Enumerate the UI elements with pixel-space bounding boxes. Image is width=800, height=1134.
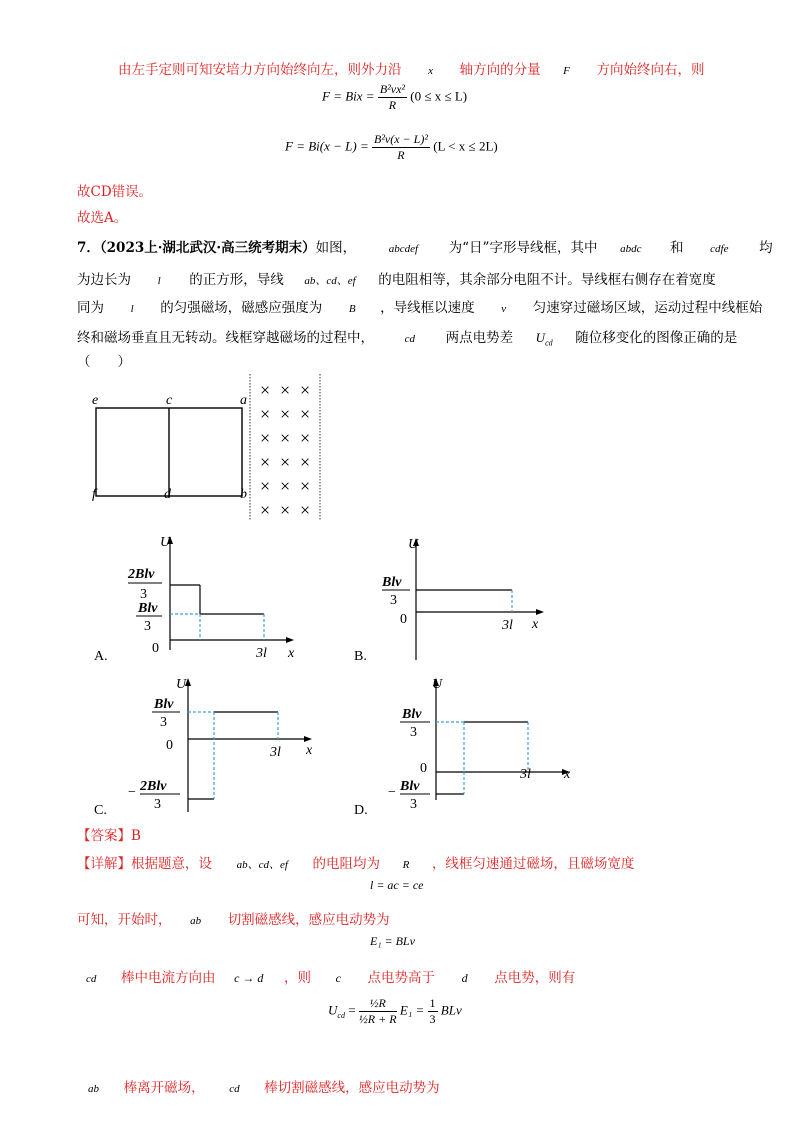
equation-Ucd	[328, 996, 462, 1027]
question-source: （2023上·湖北武汉·高三统考期末）	[99, 240, 316, 256]
explanation-line-2	[77, 908, 390, 928]
var: c → d	[234, 971, 264, 985]
option-label: D.	[354, 803, 368, 818]
var: ab	[88, 1083, 99, 1095]
var: abcdef	[388, 243, 419, 255]
y-axis-label: U	[160, 535, 171, 550]
x-axis-label: x	[306, 743, 313, 758]
var: B	[348, 303, 356, 315]
eq-lhs: F = Bix =	[322, 88, 375, 104]
label-a: a	[240, 393, 247, 408]
text: 的电阻均为	[312, 856, 381, 872]
field-mark: ×	[260, 380, 271, 400]
text: ，线框匀速通过磁场，且磁场宽度	[431, 856, 635, 872]
question-line-1	[77, 236, 773, 256]
y-tick-label-numerator: Blv	[154, 697, 174, 712]
text: ，则	[284, 970, 311, 986]
question-line-2	[77, 268, 716, 288]
field-mark: ×	[280, 380, 291, 400]
explanation-line-3	[86, 966, 575, 986]
text: 的正方形，导线	[189, 272, 284, 288]
explanation-tag: 【详解】	[77, 856, 131, 872]
x-end-label: 3l	[520, 767, 531, 782]
text: ，导线框以速度	[380, 300, 475, 316]
y-tick-label-numerator: 2Blv	[128, 567, 155, 582]
var: cd	[404, 333, 415, 345]
origin-label: 0	[420, 761, 427, 776]
y-tick-label-numerator: 2Blv	[140, 779, 167, 794]
x-axis-arrow	[536, 609, 544, 615]
fraction	[428, 996, 438, 1027]
label-e: e	[92, 393, 99, 408]
var: U	[328, 1002, 338, 1018]
var: cdfe	[710, 243, 729, 255]
field-mark: ×	[300, 428, 311, 448]
text: 均	[759, 240, 773, 256]
y-axis-label: U	[408, 537, 419, 552]
var: ab、cd、ef	[304, 275, 356, 287]
eq-lhs: F = Bi(x − L) =	[285, 138, 369, 154]
field-mark: ×	[260, 476, 271, 496]
fraction	[378, 82, 407, 113]
field-mark: ×	[260, 500, 271, 520]
eq-part: E₁ =	[399, 1002, 425, 1018]
equation-l: l = ac = ce	[370, 878, 424, 892]
var-F: F	[563, 65, 570, 77]
y-tick-label-denominator: 3	[160, 715, 167, 730]
x-end-label: 3l	[256, 646, 267, 661]
field-mark: ×	[300, 404, 311, 424]
text: 切割磁感线，感应电动势为	[227, 912, 390, 928]
y-tick-sign: −	[388, 785, 396, 800]
text: 点电势，则有	[494, 970, 576, 986]
y-tick-sign: −	[128, 785, 136, 800]
field-mark: ×	[300, 476, 311, 496]
eq-condition: (L < x ≤ 2L)	[433, 138, 498, 154]
x-end-label: 3l	[270, 745, 281, 760]
denominator: R	[388, 98, 397, 112]
numerator: 1	[429, 996, 436, 1010]
var: v	[501, 303, 507, 315]
equation-E1: E₁ = BLv	[370, 934, 415, 948]
text: 同为	[77, 300, 104, 316]
y-tick-label-numerator: Blv	[402, 707, 422, 722]
text: 为“日”字形导线框，其中	[448, 240, 598, 256]
var: cd	[86, 973, 97, 985]
eq-sign: =	[348, 1002, 356, 1018]
equation-1	[322, 82, 467, 113]
y-tick-label-denominator: 3	[390, 593, 397, 608]
text: 为边长为	[77, 272, 131, 288]
y-tick-label-denominator: 3	[410, 725, 417, 740]
text: 两点电势差	[445, 330, 514, 346]
question-line-4	[77, 326, 737, 348]
label-c: c	[166, 393, 173, 408]
var: R	[402, 859, 410, 871]
text: 由左手定则可知安培力方向始终向左，则外力沿	[118, 62, 402, 78]
numerator: B²vx²	[379, 82, 405, 96]
eq-condition: (0 ≤ x ≤ L)	[410, 88, 468, 104]
fraction	[359, 996, 397, 1027]
x-axis-label: x	[532, 617, 539, 632]
var: d	[461, 971, 468, 985]
text: 可知，开始时，	[77, 912, 172, 928]
y-axis-label: U	[176, 677, 187, 692]
var-Ucd	[535, 330, 553, 348]
text: 的匀强磁场，磁感应强度为	[160, 300, 323, 316]
text: 匀速穿过磁场区域，运动过程中线框始	[532, 300, 763, 316]
numerator: B²v(x − L)²	[373, 132, 428, 146]
solution-line-4: 故CD错误。	[77, 184, 153, 200]
field-mark: ×	[300, 380, 311, 400]
solution-line-5: 故选A。	[77, 210, 128, 226]
fraction	[372, 132, 430, 163]
y-tick-label-numerator: Blv	[138, 601, 158, 616]
var: ab、cd、ef	[236, 859, 288, 871]
text: 棒离开磁场，	[123, 1080, 205, 1096]
origin-label: 0	[400, 612, 407, 627]
subscript: cd	[545, 338, 553, 348]
text: 和	[670, 240, 684, 256]
field-mark: ×	[280, 476, 291, 496]
magnetic-field-marks	[260, 380, 310, 520]
var: abdc	[620, 243, 642, 255]
option-label: B.	[354, 649, 367, 664]
text: 轴方向的分量	[459, 62, 541, 78]
var: U	[535, 330, 546, 345]
var: c	[335, 971, 341, 985]
text: 棒切割磁感线，感应电动势为	[264, 1080, 440, 1096]
question-line-3	[77, 296, 762, 316]
eq-part: BLv	[440, 1002, 462, 1018]
var: cd	[229, 1083, 240, 1095]
y-tick-label-denominator: 3	[140, 587, 147, 602]
y-tick-label-numerator: Blv	[382, 575, 402, 590]
origin-label: 0	[166, 738, 173, 753]
var-x: x	[428, 65, 433, 77]
x-axis-label: x	[288, 646, 295, 661]
option-label: A.	[94, 649, 108, 664]
field-mark: ×	[280, 404, 291, 424]
question-line-5: （ ）	[77, 354, 131, 370]
frame-figure	[80, 370, 340, 530]
option-a-graph	[92, 532, 307, 664]
y-axis-label: U	[432, 677, 443, 692]
explanation-line-1	[77, 852, 634, 872]
option-label: C.	[94, 803, 107, 818]
option-d-graph	[352, 672, 587, 820]
field-mark: ×	[300, 452, 311, 472]
field-mark: ×	[280, 428, 291, 448]
text: 如图，	[315, 240, 357, 256]
field-mark: ×	[260, 452, 271, 472]
question-number: 7．	[77, 240, 100, 256]
label-d: d	[164, 487, 171, 502]
x-end-label: 3l	[502, 618, 513, 633]
origin-label: 0	[152, 641, 159, 656]
text: 随位移变化的图像正确的是	[575, 330, 738, 346]
equation-2	[285, 132, 498, 163]
label-f: f	[92, 487, 96, 502]
explanation-line-4	[88, 1076, 440, 1096]
denominator: 3	[429, 1012, 436, 1026]
field-mark: ×	[300, 500, 311, 520]
answer: 【答案】B	[77, 828, 141, 844]
x-axis-label: x	[564, 767, 571, 782]
text: 点电势高于	[367, 970, 436, 986]
text: 终和磁场垂直且无转动。线框穿越磁场的过程中，	[77, 330, 374, 346]
subscript: cd	[337, 1011, 345, 1021]
field-mark: ×	[260, 428, 271, 448]
y-tick-label-denominator: 3	[144, 619, 151, 634]
y-tick-label-denominator: 3	[154, 797, 161, 812]
option-c-graph	[92, 672, 327, 820]
var: l	[130, 303, 134, 315]
field-mark: ×	[280, 500, 291, 520]
x-axis-arrow	[286, 637, 294, 643]
text: 根据题意，设	[131, 856, 212, 872]
x-axis-arrow	[304, 736, 312, 742]
y-tick-label-numerator: Blv	[400, 779, 420, 794]
label-b: b	[240, 487, 247, 502]
text: 的电阻相等，其余部分电阻不计。导线框右侧存在着宽度	[378, 272, 716, 288]
option-b-graph	[352, 532, 557, 664]
y-tick-label-denominator: 3	[410, 797, 417, 812]
field-mark: ×	[280, 452, 291, 472]
numerator: ½R	[359, 996, 397, 1012]
denominator: R	[397, 148, 405, 162]
solution-line-1	[118, 58, 705, 78]
field-mark: ×	[260, 404, 271, 424]
denominator: ½R + R	[358, 1012, 397, 1026]
text: 方向始终向右，则	[596, 62, 705, 78]
text: 棒中电流方向由	[120, 970, 216, 986]
var: ab	[190, 915, 202, 927]
var: l	[157, 275, 161, 287]
